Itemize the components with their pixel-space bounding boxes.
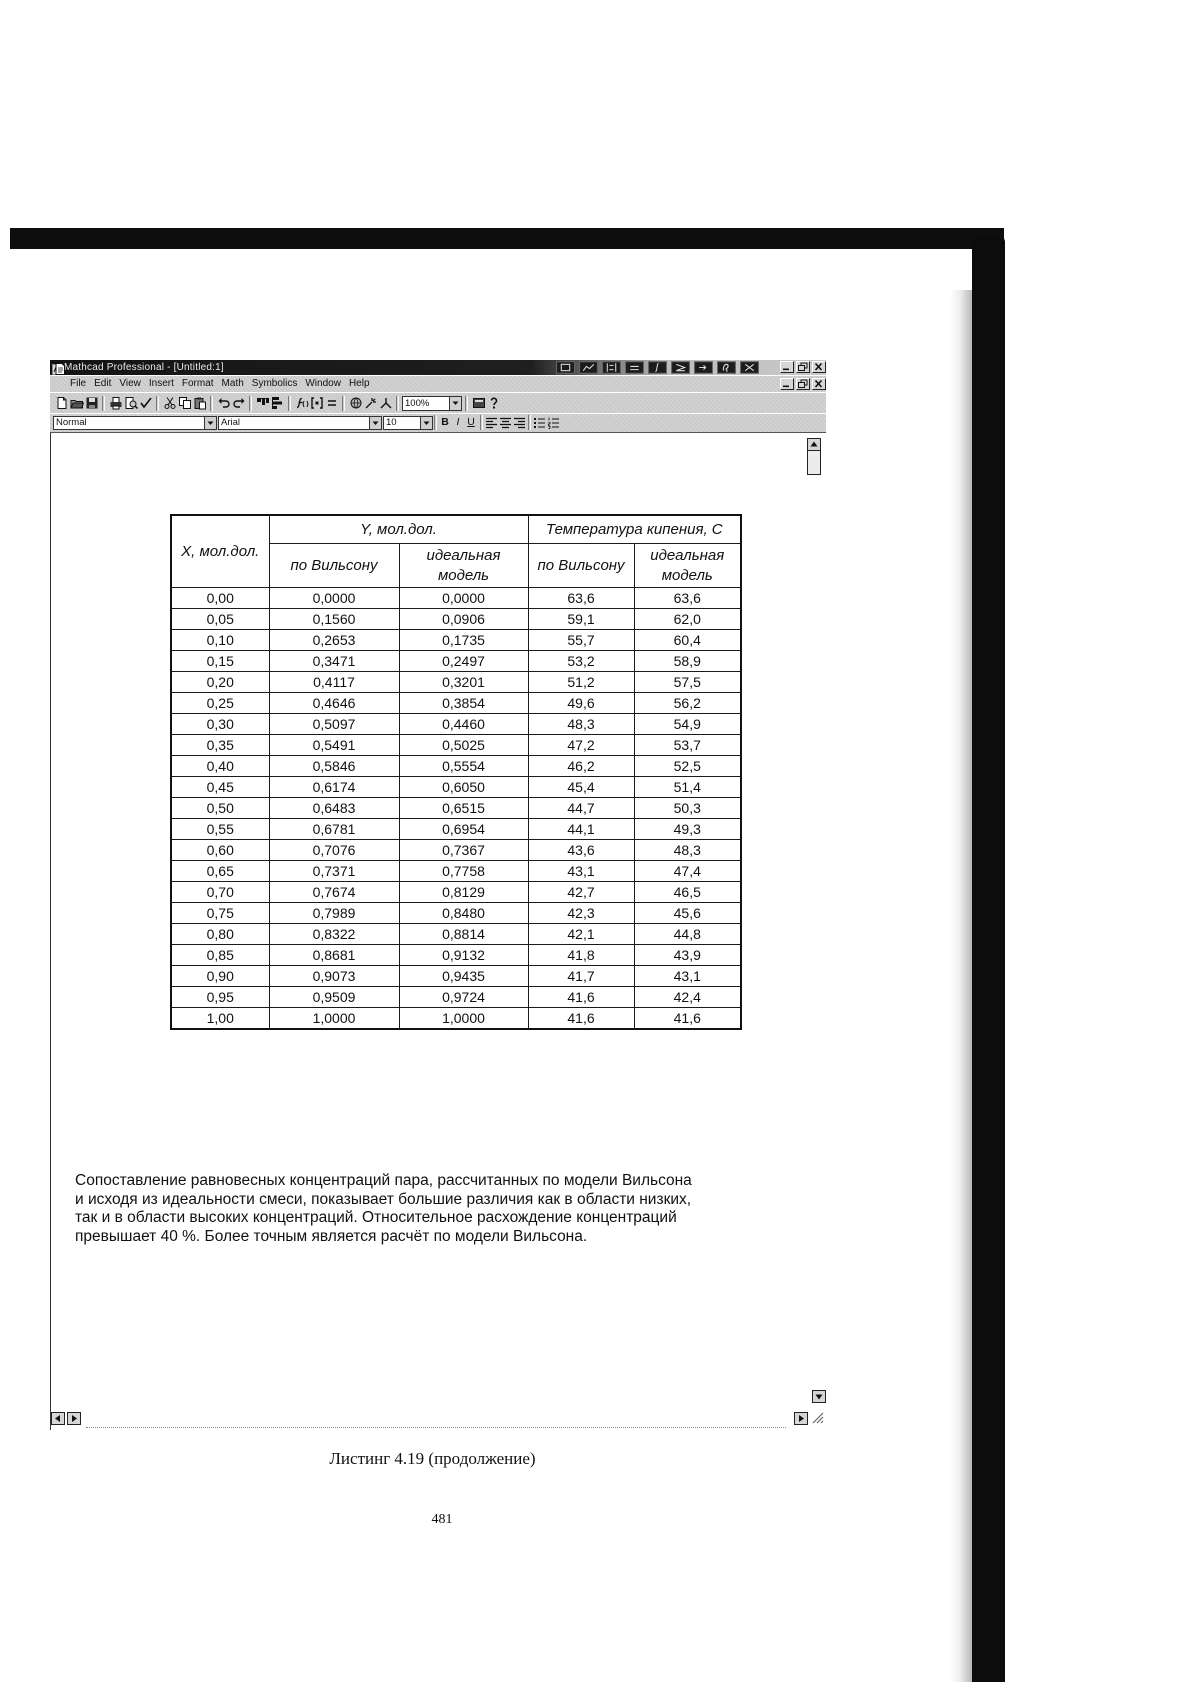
bullets-icon[interactable] — [533, 416, 546, 429]
greek-palette-icon[interactable] — [717, 361, 736, 374]
t-wilson-cell: 46,2 — [528, 756, 634, 777]
t-ideal-cell: 58,9 — [634, 651, 741, 672]
zoom-dropdown-button[interactable] — [450, 396, 462, 411]
x-column-header: X, мол.дол. — [171, 515, 269, 588]
doc-minimize-button[interactable] — [780, 378, 794, 390]
paragraph-line: так и в области высоких концентраций. Относительное расхождение концентраций — [75, 1209, 677, 1226]
t-ideal-cell: 62,0 — [634, 609, 741, 630]
t-wilson-cell: 63,6 — [528, 588, 634, 609]
t-ideal-header — [634, 544, 741, 588]
table-row — [171, 987, 741, 1008]
x-cell: 0,55 — [171, 819, 269, 840]
y-ideal-cell: 0,3854 — [399, 693, 528, 714]
font-dropdown-button[interactable] — [369, 416, 382, 430]
x-cell: 0,90 — [171, 966, 269, 987]
x-cell: 0,05 — [171, 609, 269, 630]
document-window-controls — [780, 378, 826, 390]
programming-palette-icon[interactable] — [694, 361, 713, 374]
underline-button[interactable]: U — [467, 416, 475, 428]
y-ideal-cell: 0,9132 — [399, 945, 528, 966]
y-wilson-cell: 0,5097 — [269, 714, 399, 735]
close-icon — [813, 362, 825, 372]
toolbar-separator — [342, 396, 345, 411]
menu-help[interactable]: Help — [348, 378, 370, 389]
y-ideal-cell: 0,9724 — [399, 987, 528, 1008]
align-center-icon[interactable] — [499, 416, 512, 429]
t-wilson-cell: 55,7 — [528, 630, 634, 651]
t-ideal-cell: 52,5 — [634, 756, 741, 777]
x-cell: 0,25 — [171, 693, 269, 714]
t-ideal-cell: 44,8 — [634, 924, 741, 945]
y-ideal-cell: 0,8129 — [399, 882, 528, 903]
t-wilson-header — [528, 544, 634, 588]
close-icon — [813, 379, 825, 389]
insert-function-icon[interactable] — [295, 396, 309, 410]
math-toolbar — [556, 361, 759, 374]
resource-center-icon[interactable] — [472, 396, 486, 410]
table-row — [171, 798, 741, 819]
table-row — [171, 840, 741, 861]
scan-top-border — [10, 228, 1004, 249]
y-ideal-cell: 0,5025 — [399, 735, 528, 756]
table-row — [171, 777, 741, 798]
results-table — [170, 514, 742, 1030]
y-wilson-cell: 0,4646 — [269, 693, 399, 714]
y-wilson-cell: 0,6781 — [269, 819, 399, 840]
t-ideal-cell: 50,3 — [634, 798, 741, 819]
close-button[interactable] — [812, 361, 826, 373]
t-ideal-cell: 63,6 — [634, 588, 741, 609]
menu-window[interactable]: Window — [305, 378, 341, 389]
table-row — [171, 903, 741, 924]
t-wilson-cell: 41,6 — [528, 1008, 634, 1030]
menu-items — [70, 376, 370, 392]
italic-button[interactable]: I — [456, 416, 460, 428]
y-wilson-cell: 0,9509 — [269, 987, 399, 1008]
y-ideal-cell: 0,7367 — [399, 840, 528, 861]
t-wilson-cell: 42,3 — [528, 903, 634, 924]
x-cell: 0,40 — [171, 756, 269, 777]
numbering-icon[interactable] — [547, 416, 560, 429]
y-wilson-cell: 0,5846 — [269, 756, 399, 777]
t-ideal-cell: 49,3 — [634, 819, 741, 840]
t-wilson-cell: 45,4 — [528, 777, 634, 798]
matrix-palette-icon[interactable] — [602, 361, 621, 374]
x-cell: 0,75 — [171, 903, 269, 924]
table-row — [171, 945, 741, 966]
t-ideal-cell: 48,3 — [634, 840, 741, 861]
mathconnex-icon[interactable] — [379, 396, 393, 410]
standard-toolbar-left — [54, 396, 402, 411]
y-ideal-cell: 1,0000 — [399, 1008, 528, 1030]
scroll-right-button[interactable] — [794, 1412, 808, 1425]
table-row — [171, 1008, 741, 1030]
y-ideal-cell: 0,1735 — [399, 630, 528, 651]
paragraph-line: превышает 40 %. Более точным является расчёт по модели Вильсона. — [75, 1227, 588, 1245]
listing-caption: Листинг 4.19 (продолжение) — [329, 1449, 536, 1468]
menu-symbolics[interactable]: Symbolics — [251, 378, 298, 389]
insert-unit-icon[interactable] — [310, 396, 324, 410]
graph-palette-icon[interactable] — [579, 361, 598, 374]
y-wilson-cell: 0,5491 — [269, 735, 399, 756]
redo-icon[interactable] — [232, 396, 246, 410]
restore-icon — [797, 379, 809, 389]
table-row — [171, 714, 741, 735]
scroll-left-button[interactable] — [51, 1412, 65, 1425]
table-row — [171, 693, 741, 714]
table-row — [171, 735, 741, 756]
menu-view[interactable]: View — [119, 378, 141, 389]
arrow-right-icon — [795, 1413, 807, 1424]
toolbar-separator — [434, 415, 437, 430]
t-wilson-cell: 49,6 — [528, 693, 634, 714]
scroll-thumb[interactable] — [807, 451, 821, 475]
x-cell: 0,65 — [171, 861, 269, 882]
new-icon[interactable] — [55, 396, 69, 410]
scan-shadow — [950, 290, 972, 1682]
y-group-header: Y, мол.дол. — [269, 515, 528, 544]
y-ideal-cell: 0,0000 — [399, 588, 528, 609]
document-icon[interactable] — [54, 362, 66, 374]
table-row — [171, 819, 741, 840]
y-ideal-cell: 0,5554 — [399, 756, 528, 777]
y-ideal-cell: 0,6050 — [399, 777, 528, 798]
x-cell: 0,15 — [171, 651, 269, 672]
y-ideal-header — [399, 544, 528, 588]
toolbar-separator — [480, 415, 483, 430]
y-ideal-cell: 0,8480 — [399, 903, 528, 924]
arrow-down-icon — [813, 1391, 825, 1402]
y-wilson-cell: 1,0000 — [269, 1008, 399, 1030]
scan-right-border — [972, 236, 1005, 1682]
toolbar-separator — [396, 396, 399, 411]
y-ideal-cell: 0,4460 — [399, 714, 528, 735]
y-wilson-cell: 0,8681 — [269, 945, 399, 966]
t-wilson-header-text: по Вильсону — [537, 556, 625, 574]
y-wilson-cell: 0,3471 — [269, 651, 399, 672]
t-ideal-cell: 41,6 — [634, 1008, 741, 1030]
chevron-down-icon — [450, 397, 461, 410]
align-left-icon[interactable] — [485, 416, 498, 429]
x-cell: 0,35 — [171, 735, 269, 756]
y-ideal-cell: 0,8814 — [399, 924, 528, 945]
y-wilson-cell: 0,8322 — [269, 924, 399, 945]
y-ideal-cell: 0,2497 — [399, 651, 528, 672]
table-row — [171, 672, 741, 693]
t-wilson-cell: 51,2 — [528, 672, 634, 693]
toolbar-separator — [249, 396, 252, 411]
zoom-select[interactable]: 100% — [402, 396, 450, 411]
y-wilson-cell: 0,4117 — [269, 672, 399, 693]
y-wilson-header — [269, 544, 399, 588]
chevron-down-icon — [421, 417, 432, 429]
window-title: Mathcad Professional - [Untitled:1] — [64, 362, 224, 373]
table-row — [171, 609, 741, 630]
table-row — [171, 651, 741, 672]
chevron-down-icon — [370, 417, 381, 429]
x-cell: 0,20 — [171, 672, 269, 693]
t-wilson-cell: 43,1 — [528, 861, 634, 882]
insert-hyperlink-icon[interactable] — [349, 396, 363, 410]
scroll-right-button-left[interactable] — [67, 1412, 81, 1425]
font-select[interactable]: Arial — [218, 416, 370, 430]
size-grip-icon[interactable] — [810, 1410, 824, 1424]
x-cell: 0,95 — [171, 987, 269, 1008]
equilibrium-table — [170, 514, 740, 1030]
temperature-group-header: Температура кипения, С — [528, 515, 741, 544]
print-preview-icon[interactable] — [124, 396, 138, 410]
toolbar-separator — [465, 396, 468, 411]
y-ideal-cell: 0,9435 — [399, 966, 528, 987]
y-wilson-cell: 0,6483 — [269, 798, 399, 819]
x-cell: 0,80 — [171, 924, 269, 945]
app-window-controls — [780, 361, 826, 373]
t-ideal-cell: 56,2 — [634, 693, 741, 714]
font-size-dropdown-button[interactable] — [420, 416, 433, 430]
save-icon[interactable] — [85, 396, 99, 410]
evaluation-palette-icon[interactable] — [625, 361, 644, 374]
minimize-button[interactable] — [780, 361, 794, 373]
x-cell: 0,70 — [171, 882, 269, 903]
y-ideal-header-text: идеальная модель — [426, 546, 501, 584]
y-wilson-cell: 0,0000 — [269, 588, 399, 609]
menu-edit[interactable]: Edit — [94, 378, 112, 389]
y-ideal-cell: 0,3201 — [399, 672, 528, 693]
font-size-select[interactable]: 10 — [383, 416, 421, 430]
table-row — [171, 630, 741, 651]
minimize-icon — [781, 362, 793, 372]
menu-math[interactable]: Math — [221, 378, 244, 389]
copy-icon[interactable] — [178, 396, 192, 410]
toolbar-separator — [102, 396, 105, 411]
table-row — [171, 756, 741, 777]
y-wilson-cell: 0,7371 — [269, 861, 399, 882]
t-wilson-cell: 41,7 — [528, 966, 634, 987]
calculus-palette-icon[interactable] — [648, 361, 667, 374]
toolbar-separator — [528, 415, 531, 430]
paste-icon[interactable] — [193, 396, 207, 410]
table-row — [171, 882, 741, 903]
restore-icon — [797, 362, 809, 372]
restore-button[interactable] — [796, 361, 810, 373]
chevron-down-icon — [205, 417, 216, 429]
t-wilson-cell: 59,1 — [528, 609, 634, 630]
t-wilson-cell: 42,1 — [528, 924, 634, 945]
y-ideal-cell: 0,6515 — [399, 798, 528, 819]
arrow-right-icon — [68, 1413, 80, 1424]
t-wilson-cell: 41,8 — [528, 945, 634, 966]
t-wilson-cell: 43,6 — [528, 840, 634, 861]
minimize-icon — [781, 379, 793, 389]
y-wilson-cell: 0,7076 — [269, 840, 399, 861]
x-cell: 0,50 — [171, 798, 269, 819]
horizontal-scroll-track[interactable] — [86, 1427, 786, 1428]
help-icon[interactable] — [487, 396, 501, 410]
menu-format[interactable]: Format — [181, 378, 214, 389]
y-wilson-cell: 0,9073 — [269, 966, 399, 987]
align-right-icon[interactable] — [513, 416, 526, 429]
t-wilson-cell: 44,7 — [528, 798, 634, 819]
x-cell: 0,30 — [171, 714, 269, 735]
t-ideal-cell: 51,4 — [634, 777, 741, 798]
calculate-icon[interactable] — [325, 396, 339, 410]
t-ideal-cell: 53,7 — [634, 735, 741, 756]
style-dropdown-button[interactable] — [204, 416, 217, 430]
t-ideal-cell: 43,9 — [634, 945, 741, 966]
t-ideal-cell: 57,5 — [634, 672, 741, 693]
scroll-down-button[interactable] — [812, 1390, 826, 1403]
y-ideal-cell: 0,0906 — [399, 609, 528, 630]
t-ideal-header-text: идеальная модель — [650, 546, 725, 584]
standard-toolbar-right — [471, 396, 501, 410]
standard-toolbar-row — [54, 396, 501, 410]
document-left-edge — [50, 433, 51, 1430]
table-row — [171, 861, 741, 882]
boolean-palette-icon[interactable] — [671, 361, 690, 374]
y-wilson-cell: 0,2653 — [269, 630, 399, 651]
arrow-left-icon — [52, 1413, 64, 1424]
y-wilson-cell: 0,1560 — [269, 609, 399, 630]
t-ideal-cell: 42,4 — [634, 987, 741, 1008]
x-cell: 0,00 — [171, 588, 269, 609]
t-ideal-cell: 54,9 — [634, 714, 741, 735]
t-ideal-cell: 47,4 — [634, 861, 741, 882]
x-cell: 0,45 — [171, 777, 269, 798]
component-wizard-icon[interactable] — [364, 396, 378, 410]
table-row — [171, 966, 741, 987]
t-wilson-cell: 44,1 — [528, 819, 634, 840]
horizontal-scrollbar[interactable] — [51, 1412, 81, 1425]
x-cell: 1,00 — [171, 1008, 269, 1030]
t-wilson-cell: 42,7 — [528, 882, 634, 903]
page-number: 481 — [431, 1512, 453, 1527]
y-ideal-cell: 0,7758 — [399, 861, 528, 882]
align-down-icon[interactable] — [271, 396, 285, 410]
open-icon[interactable] — [70, 396, 84, 410]
table-row — [171, 588, 741, 609]
table-header-row — [171, 515, 741, 544]
symbolic-palette-icon[interactable] — [740, 361, 759, 374]
paragraph-line: и исходя из идеальности смеси, показывает большие различия как в области низких, — [75, 1190, 692, 1208]
bold-button[interactable]: B — [441, 416, 449, 428]
conclusion-paragraph — [75, 1172, 692, 1246]
t-ideal-cell: 45,6 — [634, 903, 741, 924]
align-across-icon[interactable] — [256, 396, 270, 410]
spell-check-icon[interactable] — [139, 396, 153, 410]
print-icon[interactable] — [109, 396, 123, 410]
doc-restore-button[interactable] — [796, 378, 810, 390]
y-wilson-cell: 0,7989 — [269, 903, 399, 924]
style-select[interactable]: Normal — [53, 416, 205, 430]
arrow-up-icon — [808, 439, 820, 450]
t-wilson-cell: 47,2 — [528, 735, 634, 756]
t-wilson-cell: 41,6 — [528, 987, 634, 1008]
doc-close-button[interactable] — [812, 378, 826, 390]
x-cell: 0,10 — [171, 630, 269, 651]
t-ideal-cell: 43,1 — [634, 966, 741, 987]
cut-icon[interactable] — [163, 396, 177, 410]
y-wilson-cell: 0,7674 — [269, 882, 399, 903]
t-ideal-cell: 60,4 — [634, 630, 741, 651]
toolbar-separator — [156, 396, 159, 411]
y-wilson-cell: 0,6174 — [269, 777, 399, 798]
x-cell: 0,60 — [171, 840, 269, 861]
calculator-palette-icon[interactable] — [556, 361, 575, 374]
table-body — [171, 588, 741, 1030]
vertical-scrollbar[interactable] — [807, 438, 822, 476]
document-top-edge — [50, 432, 826, 433]
table-row — [171, 924, 741, 945]
t-ideal-cell: 46,5 — [634, 882, 741, 903]
t-wilson-cell: 48,3 — [528, 714, 634, 735]
toolbar-separator — [288, 396, 291, 411]
y-wilson-header-text: по Вильсону — [290, 556, 378, 574]
x-cell: 0,85 — [171, 945, 269, 966]
y-ideal-cell: 0,6954 — [399, 819, 528, 840]
toolbar-separator — [210, 396, 213, 411]
scroll-up-button[interactable] — [807, 438, 821, 451]
undo-icon[interactable] — [217, 396, 231, 410]
menu-insert[interactable]: Insert — [148, 378, 174, 389]
t-wilson-cell: 53,2 — [528, 651, 634, 672]
paragraph-line: Сопоставление равновесных концентраций пара, рассчитанных по модели Вильсона — [75, 1172, 692, 1189]
menu-file[interactable]: File — [70, 378, 87, 389]
